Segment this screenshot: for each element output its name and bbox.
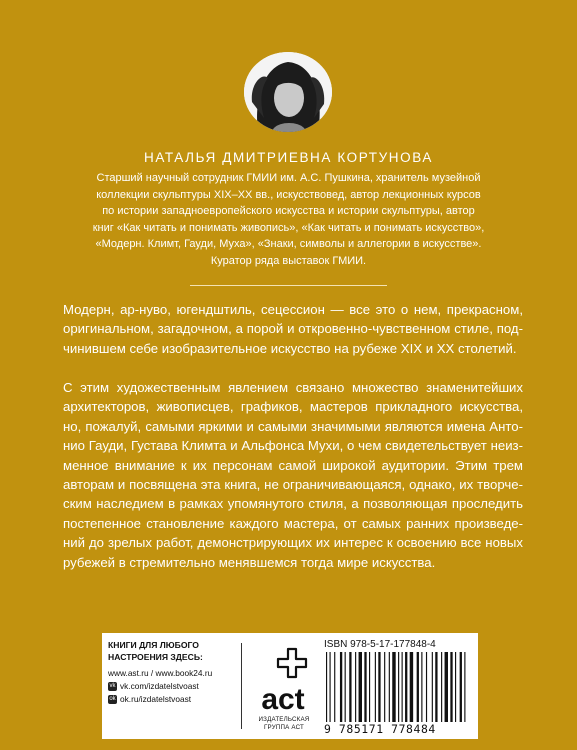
bio-line: по истории западноевропейского искусства и истории скульптуры, автор <box>102 205 475 218</box>
paragraph-line: менное внимание к их персонам самой широкой аудитории. Этим трем <box>63 457 523 473</box>
bio-line: «Модерн. Климт, Гауди, Муха», «Знаки, символы и аллегории в искусстве». <box>95 238 482 251</box>
paragraph-line: авторам и посвящена эта книга, не ограничивающаяся, однако, их творче- <box>63 477 523 493</box>
logo-caption-line: ИЗДАТЕЛЬСКАЯ <box>258 716 310 723</box>
paragraph-line: оригинальном, загадочном, а порой и откровенно-чувственном стиле, под- <box>63 321 523 337</box>
barcode-icon <box>324 652 474 722</box>
ok-icon: ok <box>109 695 116 702</box>
author-bio <box>70 170 507 270</box>
author-portrait <box>244 52 332 132</box>
logo-caption <box>251 716 317 732</box>
paragraph-line: Модерн, ар-нуво, югендштиль, сецессион — все это о нем, прекрасном, <box>63 302 523 317</box>
vk-link-text: vk.com/izdatelstvoast <box>120 681 199 691</box>
footer-divider <box>241 643 242 729</box>
paragraph-line: архитекторов, живописцев, графиков, мастеров прикладного искусства, <box>63 399 523 415</box>
paragraph-line: чинившем себе изобразительное искусство на рубеже XIX и XX столетий. <box>63 340 517 356</box>
divider <box>190 285 387 286</box>
paragraph-line: но, пожалуй, самыми яркими и самыми значимыми являются имена Анто- <box>63 418 523 434</box>
bio-line: Куратор ряда выставок ГМИИ. <box>210 254 367 267</box>
logo-caption-line: ГРУППА АСТ <box>263 724 305 731</box>
paragraph-line: постепенное становление каждого мастера, от самых ранних произведе- <box>63 515 523 531</box>
logo-text: act <box>261 683 305 716</box>
paragraph-line: рубежей в стремительно менявшемся тогда мире искусства. <box>63 554 436 570</box>
vk-icon: vk <box>109 682 116 689</box>
ok-link-text: ok.ru/izdatelstvoast <box>120 694 192 704</box>
bio-line: книг «Как читать и понимать живопись», «Как читать и понимать искусство», <box>92 221 485 234</box>
website-links[interactable]: www.ast.ru / www.book24.ru <box>108 668 213 678</box>
paragraph-line: С этим художественным явлением связано множество знаменитейших <box>63 380 523 395</box>
paragraph-line: нио Гауди, Густава Климта и Альфонса Мухи, о чем свидетельствует неиз- <box>63 438 523 454</box>
paragraph-line: ским наследием в рамках упомянутого стиля, а позволяющая проследить <box>63 496 523 512</box>
footer-heading-line: НАСТРОЕНИЯ ЗДЕСЬ: <box>108 651 203 662</box>
footer-heading <box>108 640 236 663</box>
description-paragraph-1 <box>63 300 523 358</box>
bio-line: коллекции скульптуры XIX–XX вв., искусствовед, автор лекционных курсов <box>96 188 481 201</box>
footer-heading-line: КНИГИ ДЛЯ ЛЮБОГО <box>108 640 199 650</box>
barcode-digits: 9 785171 778484 <box>324 722 436 736</box>
paragraph-line: ний до зрелых работ, демонстрирующих их интерес к освоению все новых <box>63 535 523 551</box>
author-name: НАТАЛЬЯ ДМИТРИЕВНА КОРТУНОВА <box>143 150 433 165</box>
isbn: ISBN 978-5-17-177848-4 <box>324 639 436 650</box>
publisher-footer <box>102 633 478 739</box>
vk-link[interactable] <box>108 680 236 692</box>
ok-link[interactable] <box>108 693 236 705</box>
description-paragraph-2 <box>63 378 523 572</box>
bio-line: Старший научный сотрудник ГМИИ им. А.С. Пушкина, хранитель музейной <box>96 172 481 184</box>
footer-links <box>108 640 236 705</box>
